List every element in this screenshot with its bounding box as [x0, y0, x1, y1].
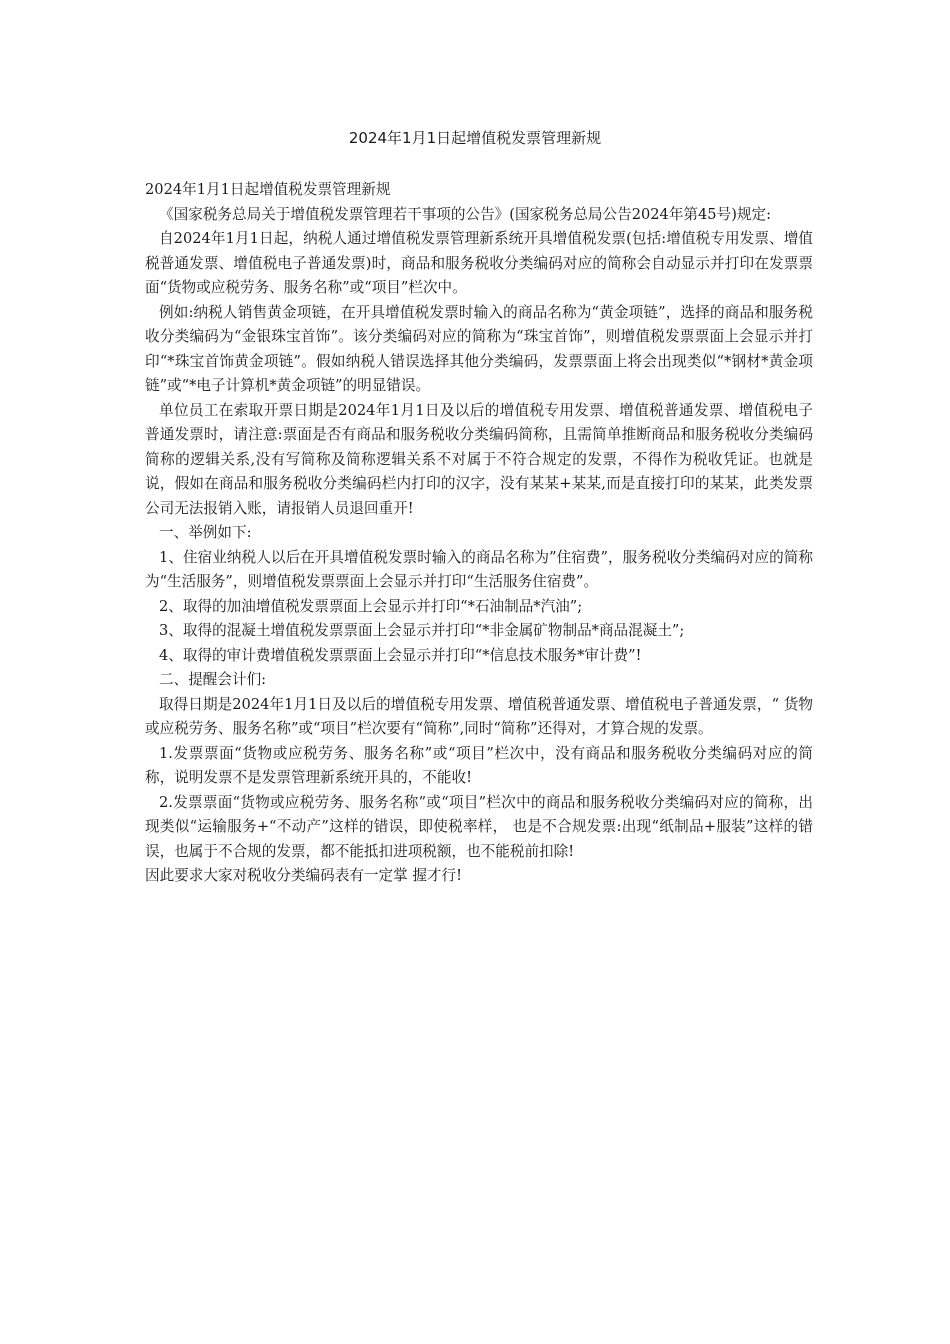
document-title: 2024年1月1日起增值税发票管理新规 [348, 129, 602, 147]
section-heading-reminder: 二、提醒会计们: [159, 671, 267, 688]
list-item-example-3: 3、取得的混凝土增值税发票票面上会显示并打印“*非金属矿物制品*商品混凝土”; [159, 622, 685, 639]
list-item-example-4: 4、取得的审计费增值税发票票面上会显示并打印“*信息技术服务*审计费”! [159, 646, 642, 664]
paragraph-announcement: 《国家税务总局关于增值税发票管理若干事项的公告》(国家税务总局公告2024年第45号)规定: [159, 205, 771, 223]
paragraph-conclusion: 因此要求大家对税收分类编码表有一定掌 握才行! [145, 867, 462, 884]
list-item-reminder-2: 2.发票票面“货物或应税劳务、服务名称”或“项目”栏次中的商品和服务税收分类编码对应的简称，出现类似“运输服务+“不动产”这样的错误，即使税率样， 也是不合规发票:出现“纸制品+服装”这样的错误，也属于不合规的发票，都不能抵扣进项税额，也不能税前扣除! [145, 793, 813, 860]
paragraph-employee-notice: 单位员工在索取开票日期是2024年1月1日及以后的增值税专用发票、增值税普通发票、增值税电子普通发票时，请注意:票面是否有商品和服务税收分类编码简称，且需简单推断商品和服务税收分类编码简称的逻辑关系,没有写简称及简称逻辑关系不对属于不符合规定的发票，不得作为税收凭证。也就是说，假如在商品和服务税收分类编码栏内打印的汉字，没有某某+某某,而是直接打印的某某，此类发票公司无法报销入账，请报销人员退回重开! [145, 401, 813, 517]
section-heading-examples: 一、举例如下: [159, 524, 252, 541]
paragraph-heading: 2024年1月1日起增值税发票管理新规 [145, 181, 391, 198]
paragraph-effective-date: 自2024年1月1日起，纳税人通过增值税发票管理新系统开具增值税发票(包括:增值税专用发票、增值税普通发票、增值税电子普通发票)时，商品和服务税收分类编码对应的简称会自动显示并打印在发票票面“货物或应税劳务、服务名称”或“项目”栏次中。 [145, 230, 813, 296]
paragraph-example: 例如:纳税人销售黄金项链，在开具增值税发票时输入的商品名称为“黄金项链”，选择的商品和服务税收分类编码为“金银珠宝首饰”。该分类编码对应的简称为“珠宝首饰”，则增值税发票票面上会显示并打印“*珠宝首饰黄金项链”。假如纳税人错误选择其他分类编码，发票票面上将会出现类似“*钢材*黄金项链”或“*电子计算机*黄金项链”的明显错误。 [145, 303, 813, 394]
list-item-example-1: 1、住宿业纳税人以后在开具增值税发票时输入的商品名称为”住宿费”，服务税收分类编码对应的简称为“生活服务”，则增值税发票票面上会显示并打印“生活服务住宿费”。 [145, 548, 813, 590]
list-item-reminder-1: 1.发票票面“货物或应税劳务、服务名称”或“项目”栏次中，没有商品和服务税收分类编码对应的简称，说明发票不是发票管理新系统开具的，不能收! [145, 744, 813, 786]
paragraph-reminder: 取得日期是2024年1月1日及以后的增值税专用发票、增值税普通发票、增值税电子普通发票，“ 货物或应税劳务、服务名称”或“项目”栏次要有“简称”,同时“简称”还得对，才算合规的发票。 [145, 695, 813, 737]
list-item-example-2: 2、取得的加油增值税发票票面上会显示并打印“*石油制品*汽油”; [159, 597, 583, 615]
document-body [145, 178, 813, 889]
